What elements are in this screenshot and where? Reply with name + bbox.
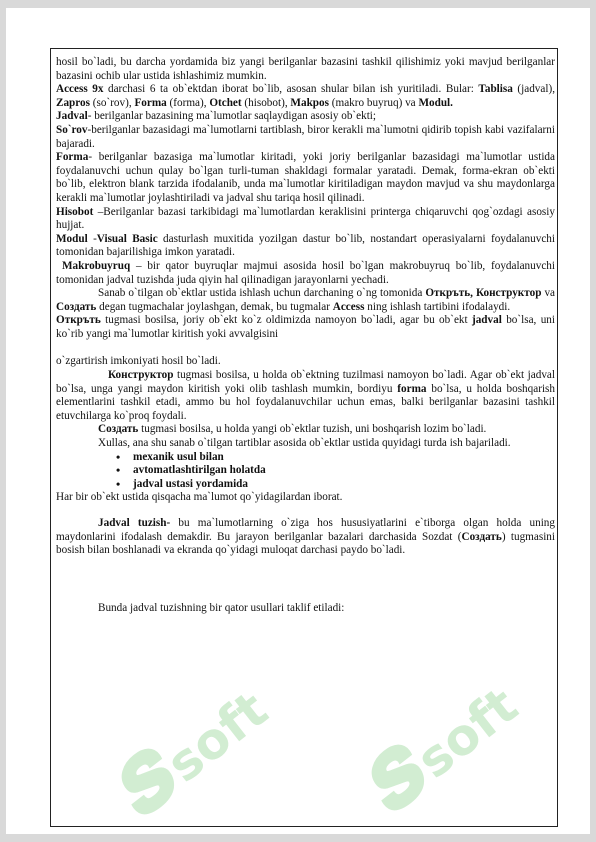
term: Создать	[56, 300, 97, 313]
term: Access	[332, 300, 365, 313]
term: Создать	[98, 423, 139, 436]
spacer	[56, 341, 555, 355]
text: tugmasi bosilsa, joriy ob`ekt ko`z oldimizda namoyon bo`ladi, agar bu ob`ekt	[100, 314, 472, 327]
term: Otchet	[209, 96, 242, 109]
term: Конструктор	[108, 369, 174, 382]
term: So`rov	[56, 123, 88, 136]
term: Jadval	[56, 110, 88, 123]
paragraph	[56, 314, 555, 341]
text: (forma),	[166, 96, 210, 109]
text: va	[541, 287, 556, 300]
term: Tablisa	[478, 83, 513, 96]
text: ) tugmasini bosish bilan boshlanadi va ekranda qo`yidagi muloqat darchasi paydo bo`ladi.	[56, 530, 556, 557]
text: - berilganlar bazasining ma`lumotlar saqlaydigan asosiy ob`ekti;	[87, 110, 377, 123]
paragraph	[56, 110, 555, 124]
bullet-list	[56, 451, 555, 492]
paragraph	[56, 56, 555, 83]
text: bo`lsa, uni ko`rib yangi ma`lumotlar kiritish yoki avvalgisini	[56, 314, 555, 340]
paragraph	[56, 355, 555, 369]
watermark-text: soft	[406, 676, 529, 790]
term: Makrobuyruq	[62, 259, 131, 272]
term: Создать	[461, 530, 502, 543]
text: Sanab o`tilgan ob`ektlar ustida ishlash uchun darchaning o`ng tomonida	[98, 287, 426, 300]
text: (makro buyruq) va	[328, 96, 419, 109]
spacer	[56, 505, 555, 517]
paragraph	[56, 206, 555, 233]
text: (hisobot),	[241, 96, 291, 109]
term: Modul.	[418, 96, 453, 109]
document-body	[56, 56, 555, 615]
term: Visual Basic	[96, 232, 158, 245]
list-item: • avtomatlashtirilgan holatda	[123, 464, 555, 478]
watermark-text: soft	[156, 680, 279, 794]
text: dasturlash muxitida yozilgan dastur bo`lib, nostandart operasiyalarni foydalanuvchi tomonidan bajarilishiga imkon yaratadi.	[56, 232, 555, 259]
paragraph	[56, 124, 555, 151]
paragraph	[56, 151, 555, 205]
text: tugmasi bosilsa, u holda ob`ektning tuzilmasi namoyon bo`ladi. Agar ob`ekt jadval bo`lsa, unga yangi maydon kiritish yoki olib tashlash mumkin, bordiyu	[56, 369, 555, 395]
term: Forma	[56, 151, 89, 164]
term: Modul	[56, 232, 88, 245]
paragraph	[56, 437, 555, 451]
spacer	[56, 558, 555, 602]
text: (jadval),	[512, 83, 555, 96]
document-page	[6, 8, 590, 837]
paragraph	[56, 287, 555, 314]
watermark-glyph: 𝒔	[336, 713, 444, 833]
term: Jadval tuzish-	[98, 517, 171, 529]
watermark-glyph: 𝒔	[86, 717, 194, 837]
paragraph	[56, 260, 555, 287]
term: Откръть, Конструктор	[425, 287, 542, 300]
paragraph	[56, 369, 555, 423]
text: bu ma`lumotlarning o`ziga hos hususiyatlarini e`tiborga olgan holda uning maydonlarini ifodalash demakdir. Bu jarayon berilganlar bazalari darchasida Sozdat (	[56, 517, 555, 543]
text: ning ishlash tartibini ifodalaydi.	[364, 300, 511, 313]
text: - berilganlar bazasiga ma`lumotlar kiritadi, yoki joriy berilganlar bazasidagi ma`lumotlar ustida foydalanuvchi uchun qulay bo`lgan turli-tuman shakldagi formalar yaratadi. Demak, forma-ekran ob`ekti bo`lib, elektron blank tarzida ifodalanib, unda ma`lumotlar kiritiladigan maydon mavjud va shu maydonlarga kerakli ma`lumotlar joylashtiriladi va jadval shu tariqa hosil qilinadi.	[56, 151, 555, 204]
paragraph	[56, 491, 555, 505]
text: -berilganlar bazasidagi ma`lumotlarni tartiblash, biror kerakli ma`lumotni qidirib topish kabi vazifalarni bajaradi.	[56, 123, 555, 150]
text: bo`lsa, u holda boshqarish elementlarini tashkil etadi, ammo bu hol foydalanuvchilar uchun emas, balki berilganlar bazasini tashkil etuvchilarga ko`proq foydali.	[56, 382, 555, 422]
text: Bunda jadval tuzishning bir qator usullari taklif etiladi:	[98, 601, 345, 614]
list-item: • jadval ustasi yordamida	[123, 478, 555, 492]
term: Hisobot	[56, 205, 94, 218]
term: jadval	[471, 314, 502, 327]
text: (so`rov),	[90, 96, 135, 109]
term: Zapros	[56, 96, 90, 109]
text: Har bir ob`ekt ustida qisqacha ma`lumot qo`yidagilardan iborat.	[56, 491, 343, 504]
text: degan tugmachalar joylashgan, demak, bu tugmalar	[96, 300, 333, 313]
text: tugmasi bosilsa, u holda yangi ob`ektlar tuzish, uni boshqarish lozim bo`ladi.	[138, 423, 487, 436]
paragraph	[56, 423, 555, 437]
term: forma	[397, 382, 427, 395]
paragraph	[56, 83, 555, 110]
paragraph	[56, 602, 555, 616]
text: – bir qator buyruqlar majmui asosida hosil bo`lgan makrobuyruq bo`lib, foydalanuvchi tomonidan jadval tuzishda juda qiyin hal qilinadigan jarayonlarni yechadi.	[56, 259, 555, 286]
text: darchasi 6 ta ob`ektdan iborat bo`lib, asosan shular bilan ish yuritiladi. Bular:	[103, 83, 479, 96]
term: Makpos	[290, 96, 329, 109]
paragraph	[56, 517, 555, 558]
text: hosil bo`ladi, bu darcha yordamida biz yangi berilganlar bazasini tashkil qilishimiz yoki mavjud berilganlar bazasini ochib ular ustida ishlashimiz mumkin.	[56, 56, 555, 82]
text: Xullas, ana shu sanab o`tilgan tartiblar asosida ob`ektlar ustida quyidagi turda ish bajariladi.	[98, 437, 511, 450]
term: Forma	[134, 96, 167, 109]
term: Access 9x	[56, 83, 104, 96]
text: -	[87, 232, 97, 245]
paragraph	[56, 233, 555, 260]
list-item: • mexanik usul bilan	[123, 451, 555, 465]
term: Откръть	[56, 314, 101, 327]
text: –Berilganlar bazasi tarkibidagi ma`lumotlardan keraklisini printerga chiqaruvchi qog`ozdagi asosiy hujjat.	[56, 205, 555, 232]
text: o`zgartirish imkoniyati hosil bo`ladi.	[56, 355, 221, 368]
